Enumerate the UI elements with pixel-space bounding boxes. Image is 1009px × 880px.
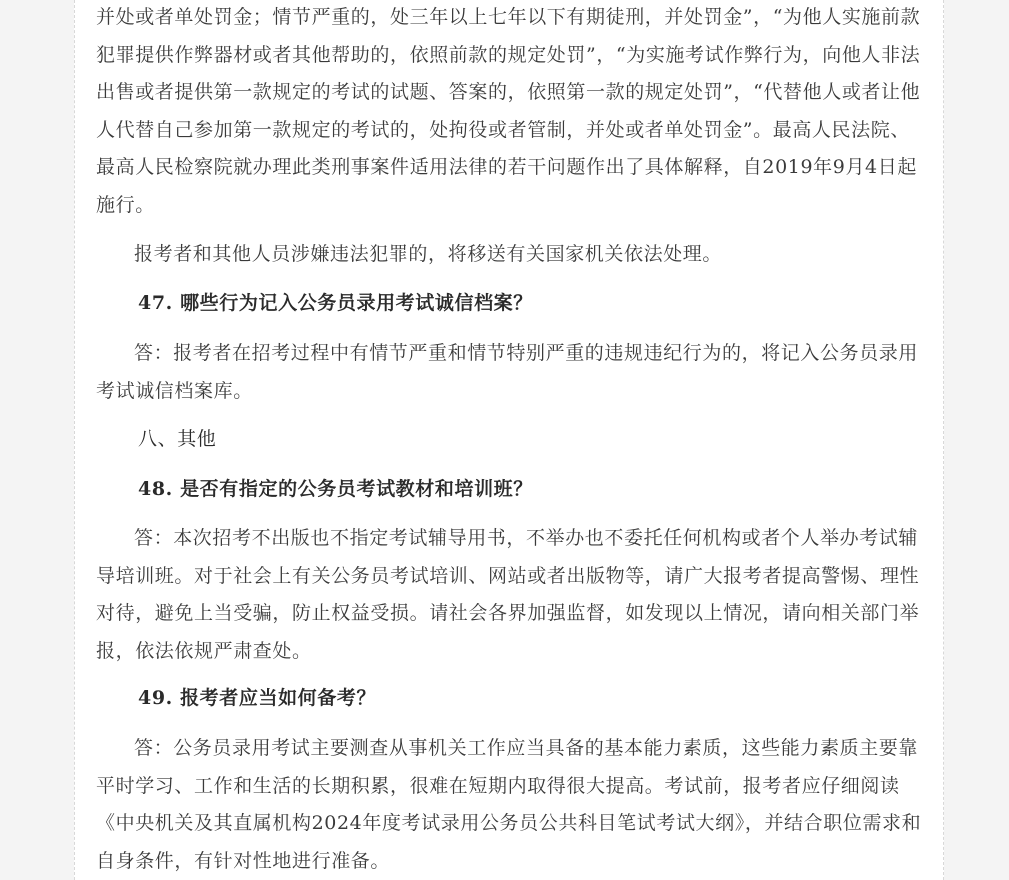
document-page <box>74 0 944 880</box>
question-47: 47. 哪些行为记入公务员录用考试诚信档案？ <box>138 292 533 314</box>
answer-47: 答：报考者在招考过程中有情节严重和情节特别严重的违规违纪行为的，将记入公务员录用考试诚信档案库。 <box>96 342 919 402</box>
answer-48: 答：本次招考不出版也不指定考试辅导用书，不举办也不委托任何机构或者个人举办考试辅导培训班。对于社会上有关公务员考试培训、网站或者出版物等，请广大报考者提高警惕、理性对待，避免上当受骗，防止权益受损。请社会各界加强监督，如发现以上情况，请向相关部门举报，依法依规严肃查处。 <box>96 527 920 662</box>
question-48: 48. 是否有指定的公务员考试教材和培训班？ <box>138 478 533 500</box>
section-heading-other: 八、其他 <box>138 428 217 450</box>
paragraph-referral: 报考者和其他人员涉嫌违法犯罪的，将移送有关国家机关依法处理。 <box>134 243 723 265</box>
answer-49: 答：公务员录用考试主要测查从事机关工作应当具备的基本能力素质，这些能力素质主要靠平时学习、工作和生活的长期积累，很难在短期内取得很大提高。考试前，报考者应仔细阅读《中央机关及其直属机构2024年度考试录用公务员公共科目笔试考试大纲》，并结合职位需求和自身条件，有针对性地进行准备。 <box>96 737 922 872</box>
question-49: 49. 报考者应当如何备考？ <box>138 687 377 709</box>
paragraph-penalty-provisions: 并处或者单处罚金；情节严重的，处三年以上七年以下有期徒刑，并处罚金”，“为他人实施前款犯罪提供作弊器材或者其他帮助的，依照前款的规定处罚”，“为实施考试作弊行为，向他人非法出售或者提供第一款规定的考试的试题、答案的，依照第一款的规定处罚”，“代替他人或者让他人代替自己参加第一款规定的考试的，处拘役或者管制，并处或者单处罚金”。最高人民法院、最高人民检察院就办理此类刑事案件适用法律的若干问题作出了具体解释，自2019年9月4日起施行。 <box>96 6 921 216</box>
